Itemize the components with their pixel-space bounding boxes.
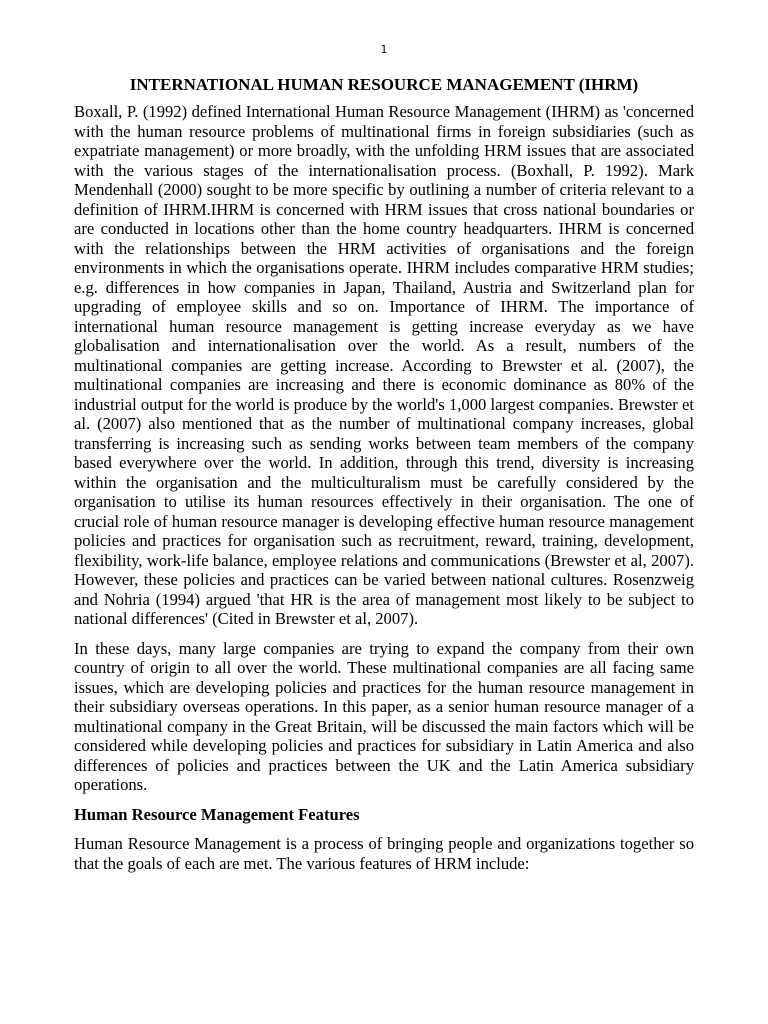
document-page — [74, 40, 694, 883]
section-heading: Human Resource Management Features — [74, 804, 360, 824]
paragraph-text: Boxall, P. (1992) defined International Human Resource Management (IHRM) as 'concerned with the human resource problems of multinational firms in foreign subsidiaries (such as expatriate management) or more broadly, with the unfolding HRM issues that are associated with the various stages of the internationalisation process. (Boxhall, P. 1992). Mark Mendenhall (2000) sought to be more specific by outlining a number of criteria relevant to a definition of IHRM.IHRM is concerned with HRM issues that cross national boundaries or are conducted in locations other than the home country headquarters. IHRM is concerned with the relationships between the HRM activities of organisations and the foreign environments in which the organisations operate. IHRM includes comparative HRM studies; e.g. differences in how companies in Japan, Thailand, Austria and Switzerland plan for upgrading of employee skills and so on. Importance of IHRM. The importance of international human resource management is getting increase everyday as we have globalisation and internationalisation over the world. As a result, numbers of the multinational companies are getting increase. According to Brewster et al. (2007), the — [74, 102, 694, 375]
document-title: INTERNATIONAL HUMAN RESOURCE MANAGEMENT (IHRM) — [129, 75, 639, 94]
paragraph-hrm-features: Human Resource Management is a process of bringing people and organizations together so that the goals of each are met. The various features of HRM include: — [74, 834, 694, 873]
paragraph-expansion: In these days, many large companies are trying to expand the company from their own country of origin to all over the world. These multinational companies are all facing same issues, which are developing policies and practices for the human resource management in their subsidiary overseas operations. In this paper, as a senior human resource manager of a multinational company in the Great Britain, will be discussed the main factors which will be considered while developing policies and practices for subsidiary in Latin America and also differences of policies and practices between the UK and the Latin America subsidiary operations. — [74, 638, 694, 794]
paragraph-ihrm-definition — [74, 102, 694, 629]
page-number: 1 — [380, 43, 388, 56]
paragraph-text: multinational companies are increasing and there is economic dominance as 80% of the industrial output for the world is produce by the world's 1,000 largest companies. Brewster et al. (2007) also mentioned that as the number of multinational company increases, global transferring is increasing such as sending works between team members of the company based everywhere over the world. In addition, through this trend, diversity is increasing within the organisation and the multiculturalism must be carefully considered by the organisation to utilise its human resources effectively in their organisation. The one of crucial role of human resource manager is developing effective human resource management policies and practices for organisation such as recruitment, reward, training, development, flexibility, work-life balance, employee relations and communications (Brewster et al, 2007). However, these policies and practices can be varied between national cultures. Rosenzweig and Nohria (1994) argued 'that HR is the area of management most likely to be subject to national differences' (Cited in Brewster et al, 2007). — [74, 375, 694, 628]
